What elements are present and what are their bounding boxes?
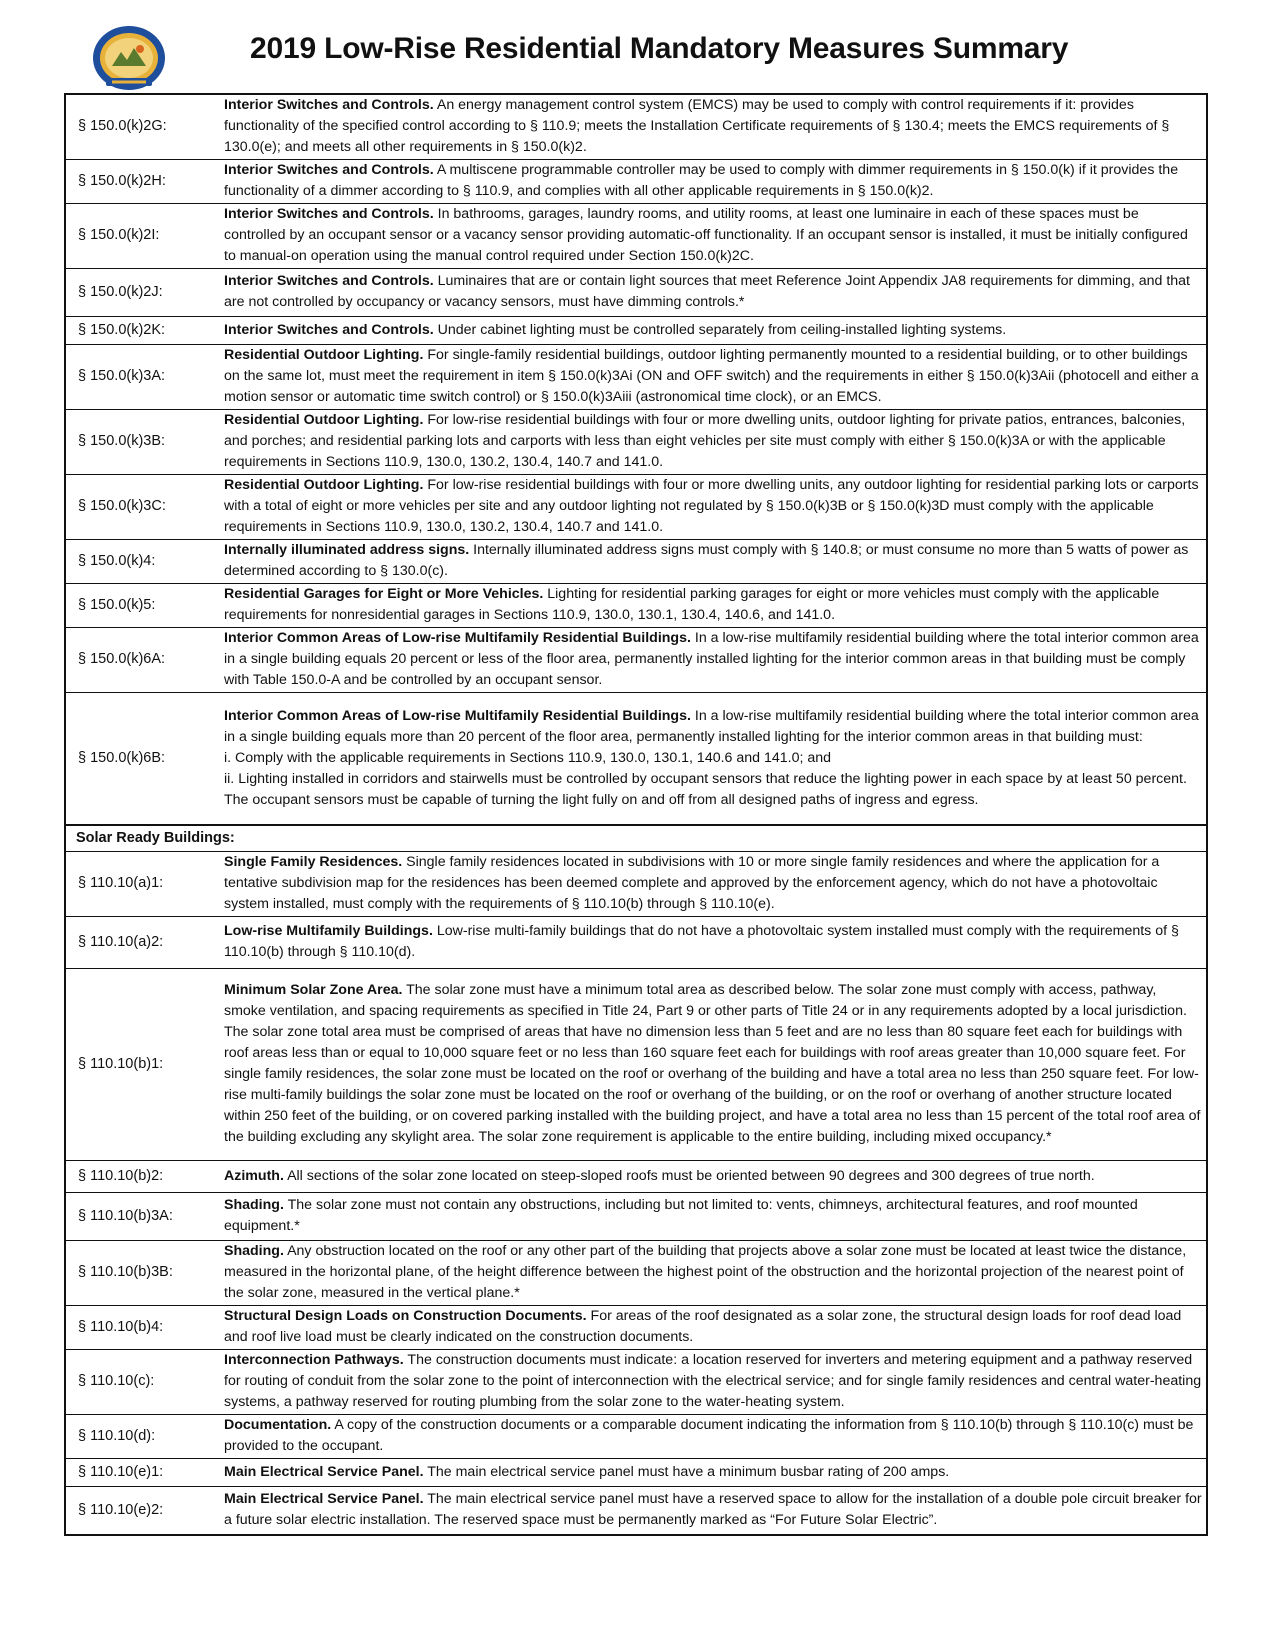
table-row	[66, 1415, 1206, 1459]
measure-text: A copy of the construction documents or a comparable document indicating the information from § 110.10(b) through § 110.10(c) must be provided to the occupant.	[224, 1417, 1194, 1454]
measure-description	[218, 1459, 1206, 1487]
section-code: § 110.10(b)1:	[66, 969, 218, 1161]
measure-description	[218, 693, 1206, 826]
measure-description	[218, 540, 1206, 584]
measure-heading: Interconnection Pathways.	[224, 1352, 404, 1368]
section-code: § 150.0(k)3A:	[66, 345, 218, 410]
measure-description	[218, 584, 1206, 628]
section-code: § 150.0(k)2I:	[66, 204, 218, 269]
section-code: § 110.10(a)2:	[66, 917, 218, 969]
measure-heading: Low-rise Multifamily Buildings.	[224, 923, 433, 939]
table-row	[66, 1459, 1206, 1487]
section-code: § 110.10(b)3A:	[66, 1193, 218, 1241]
page-title: 2019 Low-Rise Residential Mandatory Measures Summary	[250, 32, 1069, 65]
table-row	[66, 1193, 1206, 1241]
section-code: § 150.0(k)2G:	[78, 118, 167, 134]
measure-text: Under cabinet lighting must be controlled separately from ceiling-installed lighting systems.	[433, 321, 1007, 338]
measure-text: All sections of the solar zone located on steep-sloped roofs must be oriented between 90 degrees and 300 degrees of true north.	[283, 1167, 1095, 1184]
measure-text: For areas of the roof designated as a solar zone, the structural design loads for roof dead load and roof live load must be clearly indicated on the construction documents.	[224, 1308, 1182, 1345]
measure-text: The solar zone must have a minimum total area as described below. The solar zone must comply with access, pathway, smoke ventilation, and spacing requirements as specified in Title 24, Part 9 or other parts of Title 24 or in any requirements adopted by a local jurisdiction. The solar zone total area must be comprised of areas that have no dimension less than 5 feet and are no less than 80 square feet each for buildings with roof areas less than or equal to 10,000 square feet or no less than 160 square feet each for buildings with roof areas greater than 10,000 square feet. For single family residences, the solar zone must be located on the roof or overhang of the building and have a total area no less than 250 square feet. For low-rise multi-family buildings the solar zone must be located on the roof or overhang of the building, or on the roof or overhang of another structure located within 250 feet of the building, or on covered parking installed with the building project, and have a total area no less than 15 percent of the total roof area of the building excluding any skylight area. The solar zone requirement is applicable to the entire building, including mixed occupancy.*	[224, 982, 1201, 1145]
measure-description	[218, 1415, 1206, 1459]
measure-heading: Interior Common Areas of Low-rise Multifamily Residential Buildings.	[224, 707, 691, 724]
section-code: § 110.10(a)1:	[78, 875, 164, 891]
measure-heading: Interior Switches and Controls.	[224, 273, 434, 289]
measure-description	[218, 475, 1206, 540]
measure-text: The main electrical service panel must have a minimum busbar rating of 200 amps.	[423, 1463, 950, 1480]
table-row	[66, 269, 1206, 317]
measure-heading: Interior Common Areas of Low-rise Multifamily Residential Buildings.	[224, 630, 691, 646]
measure-heading: Interior Switches and Controls.	[224, 162, 434, 178]
measure-text: Any obstruction located on the roof or any other part of the building that projects above a solar zone must be located at least twice the distance, measured in the horizontal plane, of the height difference between the highest point of the obstruction and the horizontal projection of the nearest point of the solar zone, measured in the vertical plane.*	[224, 1243, 1187, 1301]
measures-table	[64, 93, 1208, 1536]
table-row	[66, 95, 1206, 160]
page-header	[0, 0, 1274, 95]
section-code: § 150.0(k)2K:	[66, 317, 218, 345]
table-row	[66, 410, 1206, 475]
measure-description	[218, 852, 1206, 917]
measure-text: Lighting for residential parking garages for eight or more vehicles must comply with the applicable requirements for nonresidential garages in Sections 110.9, 130.0, 130.1, 130.4, 140.6, and 141.0.	[224, 586, 1160, 623]
measure-heading: Residential Garages for Eight or More Vehicles.	[224, 586, 544, 602]
section-code: § 150.0(k)2J:	[66, 269, 218, 317]
table-row	[66, 204, 1206, 269]
measure-text: In bathrooms, garages, laundry rooms, and utility rooms, at least one luminaire in each of these spaces must be controlled by an occupant sensor or a vacancy sensor providing automatic-off functionality. If an occupant sensor is installed, it must be initially configured to manual-on operation using the manual control required under Section 150.0(k)2C.	[224, 206, 1188, 264]
measure-heading: Interior Switches and Controls.	[224, 206, 434, 222]
table-row	[66, 1306, 1206, 1350]
table-row	[66, 584, 1206, 628]
measure-text: Internally illuminated address signs must comply with § 140.8; or must consume no more than 5 watts of power as determined according to § 130.0(c).	[224, 542, 1189, 579]
measure-description	[218, 410, 1206, 475]
measure-heading: Residential Outdoor Lighting.	[224, 477, 424, 493]
table-row	[66, 540, 1206, 584]
measure-text: For single-family residential buildings, outdoor lighting permanently mounted to a residential building, or to other buildings on the same lot, must meet the requirement in item § 150.0(k)3Ai (ON and OFF switch) and the requirements in either § 150.0(k)3Aii (photocell and either a motion sensor or automatic time switch control) or § 150.0(k)3Aiii (astronomical time clock), or an EMCS.	[224, 347, 1199, 405]
table-row	[66, 1487, 1206, 1535]
measure-text: For low-rise residential buildings with four or more dwelling units, outdoor lighting for private patios, entrances, balconies, and porches; and residential parking lots and carports with less than eight vehicles per site must comply with either § 150.0(k)3A or with the applicable requirements in Sections 110.9, 130.0, 130.2, 130.4, 140.7 and 141.0.	[224, 412, 1186, 470]
measure-text: An energy management control system (EMCS) may be used to comply with control requirements if it: provides functionality of the specified control according to § 110.9; meets the Installation Certificate requirements of § 130.4; meets the EMCS requirements of § 130.0(e); and meets all other requirements in § 150.0(k)2.	[224, 97, 1170, 155]
table-row	[66, 628, 1206, 693]
measure-description	[218, 628, 1206, 693]
section-code: § 150.0(k)4:	[66, 540, 218, 584]
solar-rows	[66, 852, 1206, 1535]
section-heading: Solar Ready Buildings:	[66, 825, 1206, 852]
measure-text: The construction documents must indicate: a location reserved for inverters and metering equipment and a pathway reserved for routing of conduit from the solar zone to the point of interconnection with the electrical service; and for single family residences and central water-heating systems, a pathway reserved for routing plumbing from the solar zone to the water-heating system.	[224, 1352, 1202, 1410]
measure-text: Low-rise multi-family buildings that do not have a photovoltaic system installed must comply with the requirements of § 110.10(b) through § 110.10(d).	[224, 923, 1179, 960]
measure-text: In a low-rise multifamily residential building where the total interior common area in a single building equals 20 percent or less of the floor area, permanently installed lighting for the interior common areas in that building must be comply with Table 150.0-A and be controlled by an occupant sensor.	[224, 630, 1199, 688]
measure-heading: Interior Switches and Controls.	[224, 321, 434, 338]
measure-description	[218, 160, 1206, 204]
lighting-rows	[66, 95, 1206, 852]
table-row	[66, 317, 1206, 345]
section-code: § 150.0(k)3C:	[66, 475, 218, 540]
measure-description	[218, 1487, 1206, 1535]
table-row	[66, 160, 1206, 204]
section-code: § 150.0(k)5:	[66, 584, 218, 628]
measure-text: Single family residences located in subdivisions with 10 or more single family residences and where the application for a tentative subdivision map for the residences has been deemed complete and approved by the enforcement agency, which do not have a photovoltaic system installed, must comply with the requirements of § 110.10(b) through § 110.10(e).	[224, 854, 1160, 912]
table-row	[66, 345, 1206, 410]
measure-heading: Main Electrical Service Panel.	[224, 1491, 424, 1507]
measure-text: Luminaires that are or contain light sources that meet Reference Joint Appendix JA8 requirements for dimming, and that are not controlled by occupancy or vacancy sensors, must have dimming controls.*	[224, 273, 1190, 310]
measure-heading: Shading.	[224, 1243, 284, 1259]
section-heading-row	[66, 825, 1206, 852]
table-row	[66, 1241, 1206, 1306]
measure-sub-item: i. Comply with the applicable requirements in Sections 110.9, 130.0, 130.1, 140.6 and 141.0; and	[224, 749, 832, 766]
measure-description	[218, 1241, 1206, 1306]
table-row	[66, 475, 1206, 540]
measure-text: The main electrical service panel must have a reserved space to allow for the installation of a double pole circuit breaker for a future solar electric installation. The reserved space must be permanently marked as “For Future Solar Electric”.	[224, 1491, 1202, 1528]
section-code: § 110.10(d):	[66, 1415, 218, 1459]
measure-sub-item: ii. Lighting installed in corridors and stairwells must be controlled by occupant sensors that reduce the lighting power in each space by at least 50 percent. The occupant sensors must be capable of turning the light fully on and off from all designed paths of ingress and egress.	[224, 770, 1187, 808]
table-row	[66, 917, 1206, 969]
measure-description	[218, 1193, 1206, 1241]
section-code: § 110.10(c):	[66, 1350, 218, 1415]
table-row	[66, 1161, 1206, 1193]
section-code: § 110.10(e)2:	[66, 1487, 218, 1535]
table-row	[66, 1350, 1206, 1415]
measure-description	[218, 1306, 1206, 1350]
table-row	[66, 693, 1206, 826]
measure-description	[218, 269, 1206, 317]
measure-text: A multiscene programmable controller may be used to comply with dimmer requirements in § 150.0(k) if it provides the functionality of a dimmer according to § 110.9, and complies with all other applicable requirements in § 150.0(k)2.	[224, 162, 1179, 199]
section-code: § 150.0(k)6B:	[66, 693, 218, 826]
measure-heading: Single Family Residences.	[224, 854, 403, 870]
measure-heading: Internally illuminated address signs.	[224, 542, 470, 558]
section-code: § 110.10(b)4:	[66, 1306, 218, 1350]
measure-description	[218, 969, 1206, 1161]
section-code: § 150.0(k)3B:	[66, 410, 218, 475]
section-code: § 150.0(k)6A:	[66, 628, 218, 693]
measure-heading: Minimum Solar Zone Area.	[224, 982, 403, 998]
measure-description	[218, 345, 1206, 410]
measure-text: The solar zone must not contain any obstructions, including but not limited to: vents, chimneys, architectural features, and roof mounted equipment.*	[224, 1197, 1138, 1234]
section-code: § 110.10(e)1:	[66, 1459, 218, 1487]
measure-heading: Documentation.	[224, 1417, 332, 1433]
measure-description	[218, 95, 1206, 160]
measure-heading: Interior Switches and Controls.	[224, 97, 434, 113]
measure-description	[218, 317, 1206, 345]
measure-description	[218, 204, 1206, 269]
measure-heading: Residential Outdoor Lighting.	[224, 412, 424, 428]
measure-description	[218, 1350, 1206, 1415]
measure-text: In a low-rise multifamily residential building where the total interior common area in a single building equals more than 20 percent of the floor area, permanently installed lighting for the interior common areas in that building must:	[224, 707, 1199, 745]
measure-heading: Structural Design Loads on Construction Documents.	[224, 1308, 587, 1324]
section-code: § 110.10(b)2:	[66, 1161, 218, 1193]
measure-heading: Main Electrical Service Panel.	[224, 1463, 424, 1480]
table-row	[66, 969, 1206, 1161]
section-code: § 150.0(k)2H:	[66, 160, 218, 204]
measure-heading: Azimuth.	[224, 1167, 284, 1184]
table-row	[66, 852, 1206, 917]
measure-description	[218, 1161, 1206, 1193]
section-code: § 110.10(b)3B:	[66, 1241, 218, 1306]
measure-heading: Shading.	[224, 1197, 284, 1213]
measure-description	[218, 917, 1206, 969]
measure-text: For low-rise residential buildings with four or more dwelling units, any outdoor lighting for residential parking lots or carports with a total of eight or more vehicles per site and any outdoor lighting not regulated by § 150.0(k)3B or § 150.0(k)3D must comply with the applicable requirements in Sections 110.9, 130.0, 130.2, 130.4, 140.7 and 141.0.	[224, 477, 1199, 535]
measure-heading: Residential Outdoor Lighting.	[224, 347, 424, 363]
